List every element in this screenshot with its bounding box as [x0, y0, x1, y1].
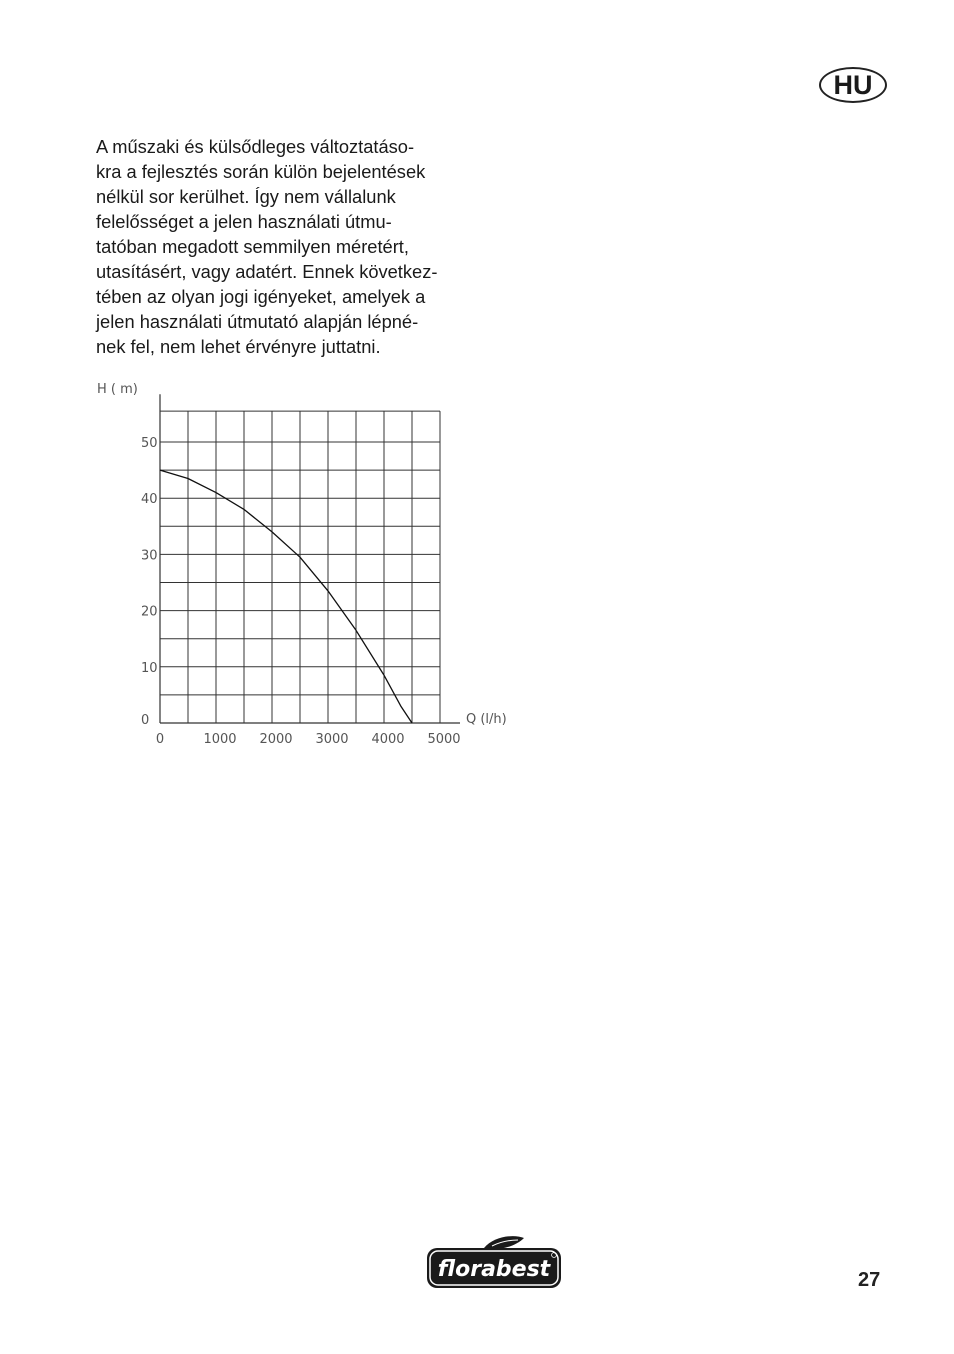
paragraph-line: A műszaki és külsődleges változtatáso-	[96, 136, 415, 157]
pump-curve-line	[160, 470, 412, 723]
chart-series	[160, 470, 412, 723]
leaf-icon	[484, 1236, 524, 1249]
paragraph-line: utasításért, vagy adatért. Ennek következ-	[96, 261, 438, 282]
chart-tick-labels	[141, 436, 461, 747]
florabest-logo	[426, 1234, 562, 1290]
y-tick-label: 0	[141, 713, 150, 728]
y-axis-label: H ( m)	[97, 382, 138, 397]
x-tick-label: 2000	[259, 732, 293, 747]
y-tick-label: 30	[141, 548, 158, 564]
chart-axes	[160, 394, 460, 723]
paragraph-line: kra a fejlesztés során külön bejelentések	[96, 161, 426, 182]
x-tick-label: 4000	[371, 732, 405, 747]
x-axis-label: Q (l/h)	[466, 712, 507, 727]
page-number: 27	[858, 1269, 881, 1291]
y-tick-label: 20	[141, 604, 158, 620]
paragraph-line: jelen használati útmutató alapján lépné-	[96, 311, 419, 332]
y-tick-label: 40	[141, 492, 158, 508]
chart-grid	[160, 411, 440, 723]
paragraph-line: nélkül sor kerülhet. Így nem vállalunk	[96, 186, 396, 207]
x-tick-label: 0	[155, 732, 165, 747]
x-tick-label: 3000	[315, 732, 349, 747]
language-code: HU	[833, 69, 873, 100]
paragraph-line: felelősséget a jelen használati útmu-	[96, 211, 392, 232]
y-tick-label: 50	[141, 436, 158, 451]
paragraph-line: tében az olyan jogi igényeket, amelyek a	[96, 286, 426, 307]
paragraph-line: tatóban megadott semmilyen méretért,	[96, 236, 409, 257]
x-tick-label: 1000	[203, 732, 237, 747]
x-tick-label: 5000	[427, 732, 461, 747]
logo-brand-text: florabest	[437, 1257, 551, 1282]
y-tick-label: 10	[141, 660, 158, 676]
paragraph-line: nek fel, nem lehet érvényre juttatni.	[96, 336, 381, 357]
